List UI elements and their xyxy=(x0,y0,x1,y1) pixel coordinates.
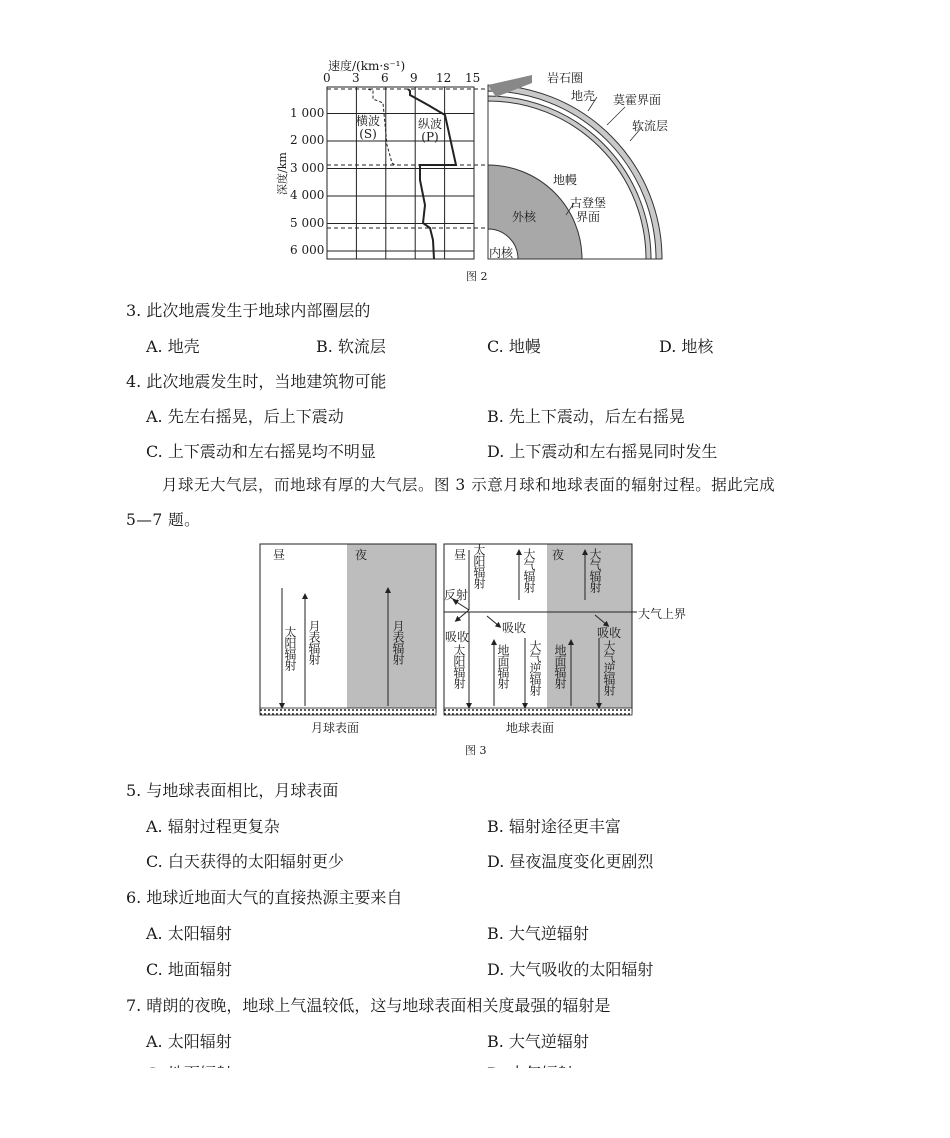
gutenberg-label-1: 古登堡 xyxy=(570,196,607,210)
top-solar-label: 太阳辐射 xyxy=(472,544,486,588)
q6-option-b: B. 大气逆辐射 xyxy=(487,924,589,943)
earth-day-label: 昼 xyxy=(454,548,467,562)
q4-option-d: D. 上下震动和左右摇晃同时发生 xyxy=(487,442,718,461)
q3-option-b: B. 软流层 xyxy=(316,337,386,356)
top-atm-night-label: 大气辐射 xyxy=(588,548,602,592)
q6-option-c: C. 地面辐射 xyxy=(146,960,232,979)
speed-tick-15: 15 xyxy=(465,71,481,85)
speed-tick-6: 6 xyxy=(381,71,389,85)
counter-rad-night-label: 大气逆辐射 xyxy=(602,640,616,695)
inner-core-label: 内核 xyxy=(489,246,514,260)
q6-option-a: A. 太阳辐射 xyxy=(146,924,232,943)
ground-rad-night-label: 地面辐射 xyxy=(553,644,567,688)
q6-stem: 6. 地球近地面大气的直接热源主要来自 xyxy=(126,888,403,907)
q4-option-b: B. 先上下震动，后左右摇晃 xyxy=(487,407,685,426)
q5-stem: 5. 与地球表面相比，月球表面 xyxy=(126,781,339,800)
moon-solar-label: 太阳辐射 xyxy=(283,626,297,670)
speed-tick-3: 3 xyxy=(352,71,360,85)
depth-tick-6000: 6 000 xyxy=(290,243,325,257)
q7-stem: 7. 晴朗的夜晚，地球上气温较低，这与地球表面相关度最强的辐射是 xyxy=(126,996,611,1015)
crust-label: 地壳 xyxy=(571,89,596,103)
q3-option-d: D. 地核 xyxy=(659,337,714,356)
p-wave-label-2: (P) xyxy=(421,130,439,144)
gutenberg-label xyxy=(570,196,606,224)
depth-tick-3000: 3 000 xyxy=(290,161,325,175)
q5-option-d: D. 昼夜温度变化更剧烈 xyxy=(487,852,654,871)
speed-tick-0: 0 xyxy=(323,71,331,85)
speed-axis-label: 速度/(km·s⁻¹) xyxy=(328,59,406,73)
p-wave-label-1: 纵波 xyxy=(418,117,443,131)
figure-3 xyxy=(255,540,705,760)
moon-surface-rad-night-label: 月表辐射 xyxy=(391,620,405,664)
mantle-label: 地幔 xyxy=(553,173,578,187)
s-wave-label-1: 横波 xyxy=(356,114,381,128)
speed-tick-9: 9 xyxy=(410,71,418,85)
q4-option-c: C. 上下震动和左右摇晃均不明显 xyxy=(146,442,376,461)
figure-3-caption: 图 3 xyxy=(465,744,487,757)
q4-stem: 4. 此次地震发生时，当地建筑物可能 xyxy=(126,372,387,391)
page-cutoff xyxy=(0,1068,950,1138)
q3-option-c: C. 地幔 xyxy=(487,337,541,356)
q5-option-c: C. 白天获得的太阳辐射更少 xyxy=(146,852,344,871)
intro-line-2: 5—7 题。 xyxy=(126,511,201,529)
moon-night-label: 夜 xyxy=(355,548,368,562)
asthenosphere-label: 软流层 xyxy=(632,119,669,133)
figure-2 xyxy=(270,55,710,285)
top-atm-label: 大气辐射 xyxy=(522,548,536,592)
earth-surface-label: 地球表面 xyxy=(506,721,555,735)
counter-rad-label: 大气逆辐射 xyxy=(528,640,542,695)
q3-stem: 3. 此次地震发生于地球内部圈层的 xyxy=(126,301,371,320)
depth-tick-1000: 1 000 xyxy=(290,106,325,120)
q7-option-b: B. 大气逆辐射 xyxy=(487,1032,589,1051)
depth-tick-2000: 2 000 xyxy=(290,133,325,147)
q3-option-a: A. 地壳 xyxy=(146,337,200,356)
upper-boundary-label: 大气上界 xyxy=(638,607,687,621)
gutenberg-label-2: 界面 xyxy=(576,210,601,224)
speed-tick-12: 12 xyxy=(436,71,452,85)
q6-option-d: D. 大气吸收的太阳辐射 xyxy=(487,960,654,979)
q5-option-b: B. 辐射途径更丰富 xyxy=(487,817,621,836)
q5-option-a: A. 辐射过程更复杂 xyxy=(146,817,280,836)
reflect-label: 反射 xyxy=(444,588,469,602)
s-wave-label-2: (S) xyxy=(359,127,377,141)
absorb-mid-label: 吸收 xyxy=(502,621,527,635)
p-wave-label xyxy=(418,118,442,144)
s-wave-label xyxy=(356,115,380,141)
depth-tick-5000: 5 000 xyxy=(290,216,325,230)
bottom-solar-label: 太阳辐射 xyxy=(452,644,466,688)
depth-axis-label: 深度/km xyxy=(276,152,289,195)
moho-label: 莫霍界面 xyxy=(613,93,662,107)
moon-surface-rad-day-label: 月表辐射 xyxy=(307,620,321,664)
depth-tick-4000: 4 000 xyxy=(290,188,325,202)
q7-option-a: A. 太阳辐射 xyxy=(146,1032,232,1051)
absorb-left-label: 吸收 xyxy=(445,630,470,644)
absorb-right-label: 吸收 xyxy=(597,626,622,640)
moon-day-label: 昼 xyxy=(273,548,286,562)
lithosphere-label: 岩石圈 xyxy=(547,71,584,85)
q4-option-a: A. 先左右摇晃，后上下震动 xyxy=(146,407,344,426)
outer-core-label: 外核 xyxy=(512,210,537,224)
intro-line-1: 月球无大气层，而地球有厚的大气层。图 3 示意月球和地球表面的辐射过程。据此完成 xyxy=(162,476,776,494)
earth-night-label: 夜 xyxy=(552,548,565,562)
figure-2-caption: 图 2 xyxy=(466,270,488,283)
moon-surface-label: 月球表面 xyxy=(311,721,360,735)
ground-rad-label: 地面辐射 xyxy=(496,644,510,688)
